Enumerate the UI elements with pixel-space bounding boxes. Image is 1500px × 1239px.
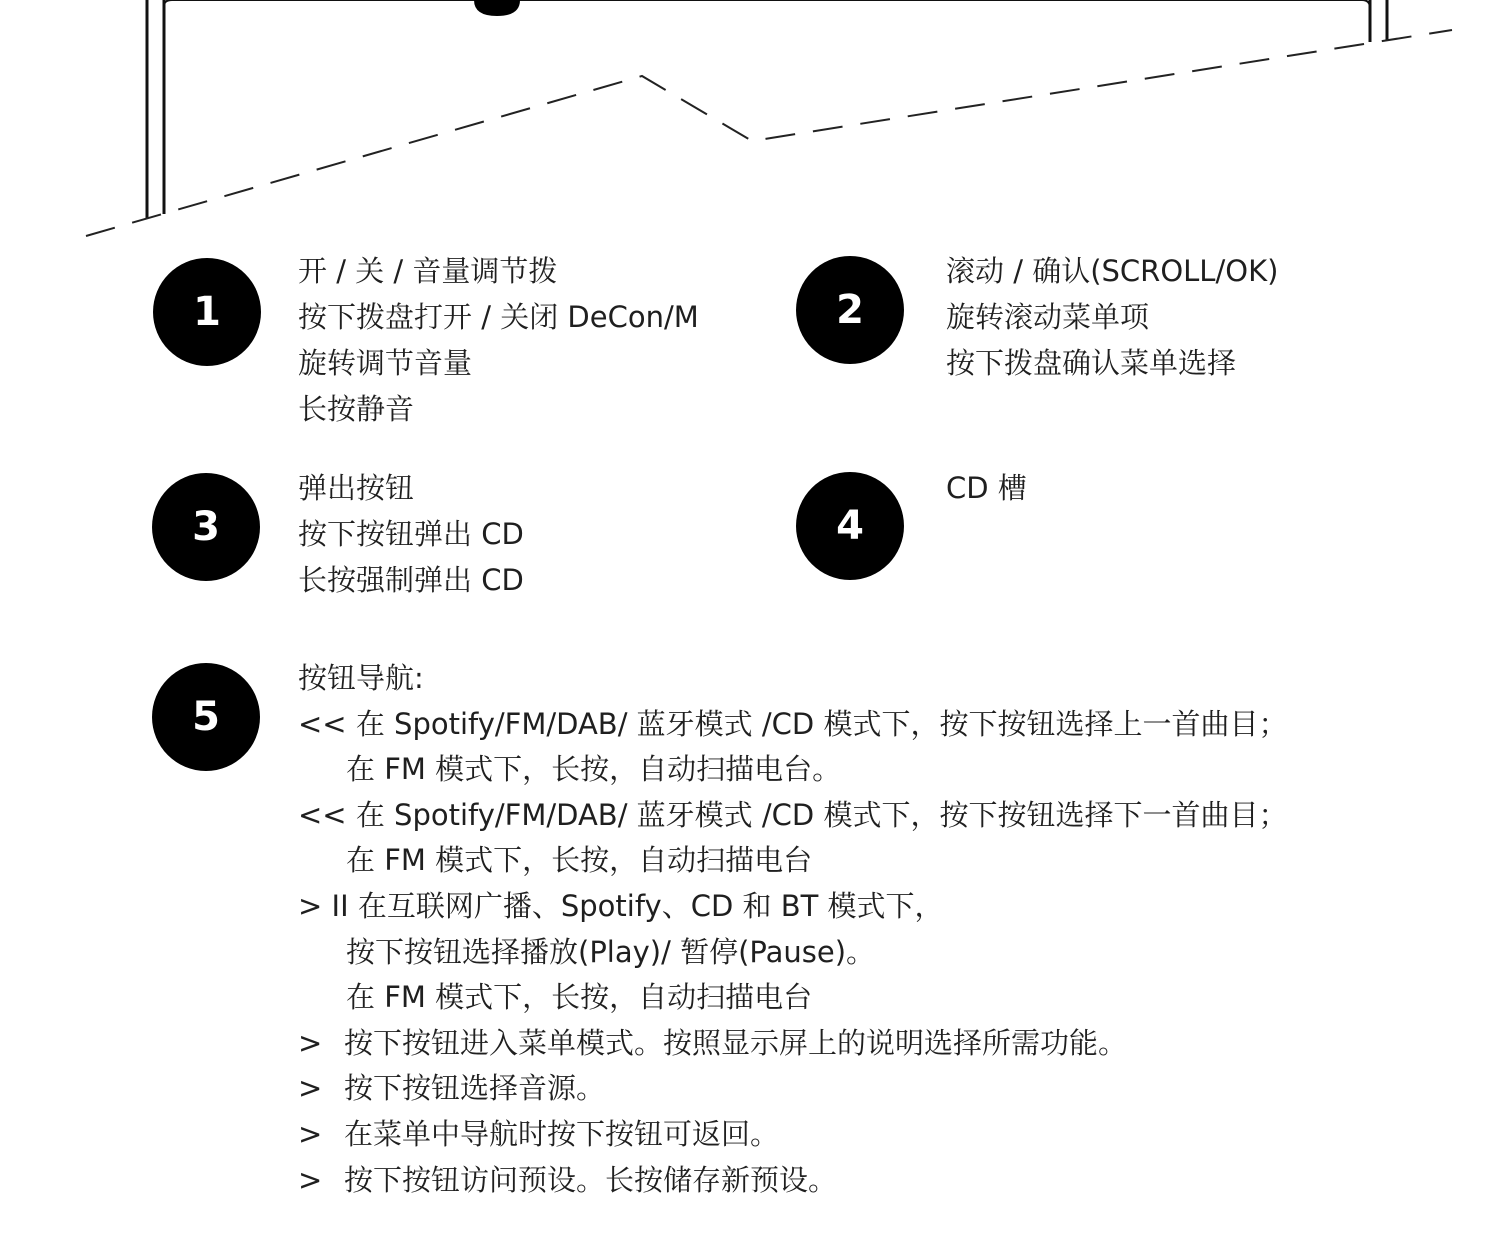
navigation-text <box>298 656 1287 1203</box>
navigation-title: 按钮导航: <box>298 661 424 695</box>
nav-item-play-pause <box>298 884 1287 930</box>
menu-bullet-symbol: > <box>298 1025 323 1060</box>
nav-item-text: 按下按钮选择音源。 <box>344 1071 606 1106</box>
device-front-panel-frame <box>164 0 1370 8</box>
callout-text-2 <box>946 248 1278 386</box>
callout-3-line: 长按强制弹出 CD <box>298 563 524 597</box>
nav-item-text: 按下按钮访问预设。长按储存新预设。 <box>344 1162 838 1197</box>
nav-item-preset <box>298 1158 1287 1204</box>
callout-badge-1: 1 <box>153 258 261 366</box>
preset-bullet-symbol: > <box>298 1162 323 1197</box>
surface-dashed-line <box>86 30 1452 236</box>
callout-badge-3: 3 <box>152 473 260 581</box>
callout-badge-4: 4 <box>796 472 904 580</box>
nav-item-continuation: 在 FM 模式下，长按，自动扫描电台 <box>346 843 813 878</box>
callout-2-line: 按下拨盘确认菜单选择 <box>946 346 1237 380</box>
back-bullet-symbol: > <box>298 1116 323 1151</box>
callout-text-1 <box>298 248 699 432</box>
callout-3-line: 按下按钮弹出 CD <box>298 517 524 551</box>
callout-2-title: 滚动 / 确认(SCROLL/OK) <box>946 254 1279 288</box>
nav-item-text: 在 Spotify/FM/DAB/ 蓝牙模式 /CD 模式下，按下按钮选择下一首曲目； <box>355 797 1288 832</box>
callout-1-line: 长按静音 <box>298 392 415 426</box>
nav-item-text: 在互联网广播、Spotify、CD 和 BT 模式下， <box>357 888 944 923</box>
source-bullet-symbol: > <box>298 1071 323 1106</box>
nav-item-text: 按下按钮进入菜单模式。按照显示屏上的说明选择所需功能。 <box>344 1025 1128 1060</box>
callout-1-line: 旋转调节音量 <box>298 346 473 380</box>
nav-item-back <box>298 1112 1287 1158</box>
nav-item-continuation: 按下按钮选择播放(Play)/ 暂停(Pause)。 <box>346 934 876 969</box>
nav-item-text: 在菜单中导航时按下按钮可返回。 <box>344 1116 780 1151</box>
callout-3-title: 弹出按钮 <box>298 471 415 505</box>
nav-item-previous <box>298 702 1287 748</box>
next-track-symbol: << <box>298 797 347 832</box>
nav-item-continuation: 在 FM 模式下，长按，自动扫描电台。 <box>346 752 842 787</box>
device-outline-illustration <box>0 0 1500 250</box>
previous-track-symbol: << <box>298 706 347 741</box>
nav-item-next <box>298 793 1287 839</box>
callout-badge-5: 5 <box>152 663 260 771</box>
callout-4-title: CD 槽 <box>946 471 1027 505</box>
callout-2-line: 旋转滚动菜单项 <box>946 300 1150 334</box>
knob-shape <box>474 0 520 16</box>
play-pause-symbol: > II <box>298 888 349 923</box>
nav-item-continuation: 在 FM 模式下，长按，自动扫描电台 <box>346 980 813 1015</box>
nav-item-source <box>298 1066 1287 1112</box>
callout-text-4 <box>946 465 1027 511</box>
callout-text-3 <box>298 465 524 603</box>
callout-badge-2: 2 <box>796 256 904 364</box>
nav-item-menu <box>298 1021 1287 1067</box>
callout-1-line: 按下拨盘打开 / 关闭 DeCon/M <box>298 300 699 334</box>
callout-1-title: 开 / 关 / 音量调节拨 <box>298 254 558 288</box>
nav-item-text: 在 Spotify/FM/DAB/ 蓝牙模式 /CD 模式下，按下按钮选择上一首曲目； <box>355 706 1288 741</box>
